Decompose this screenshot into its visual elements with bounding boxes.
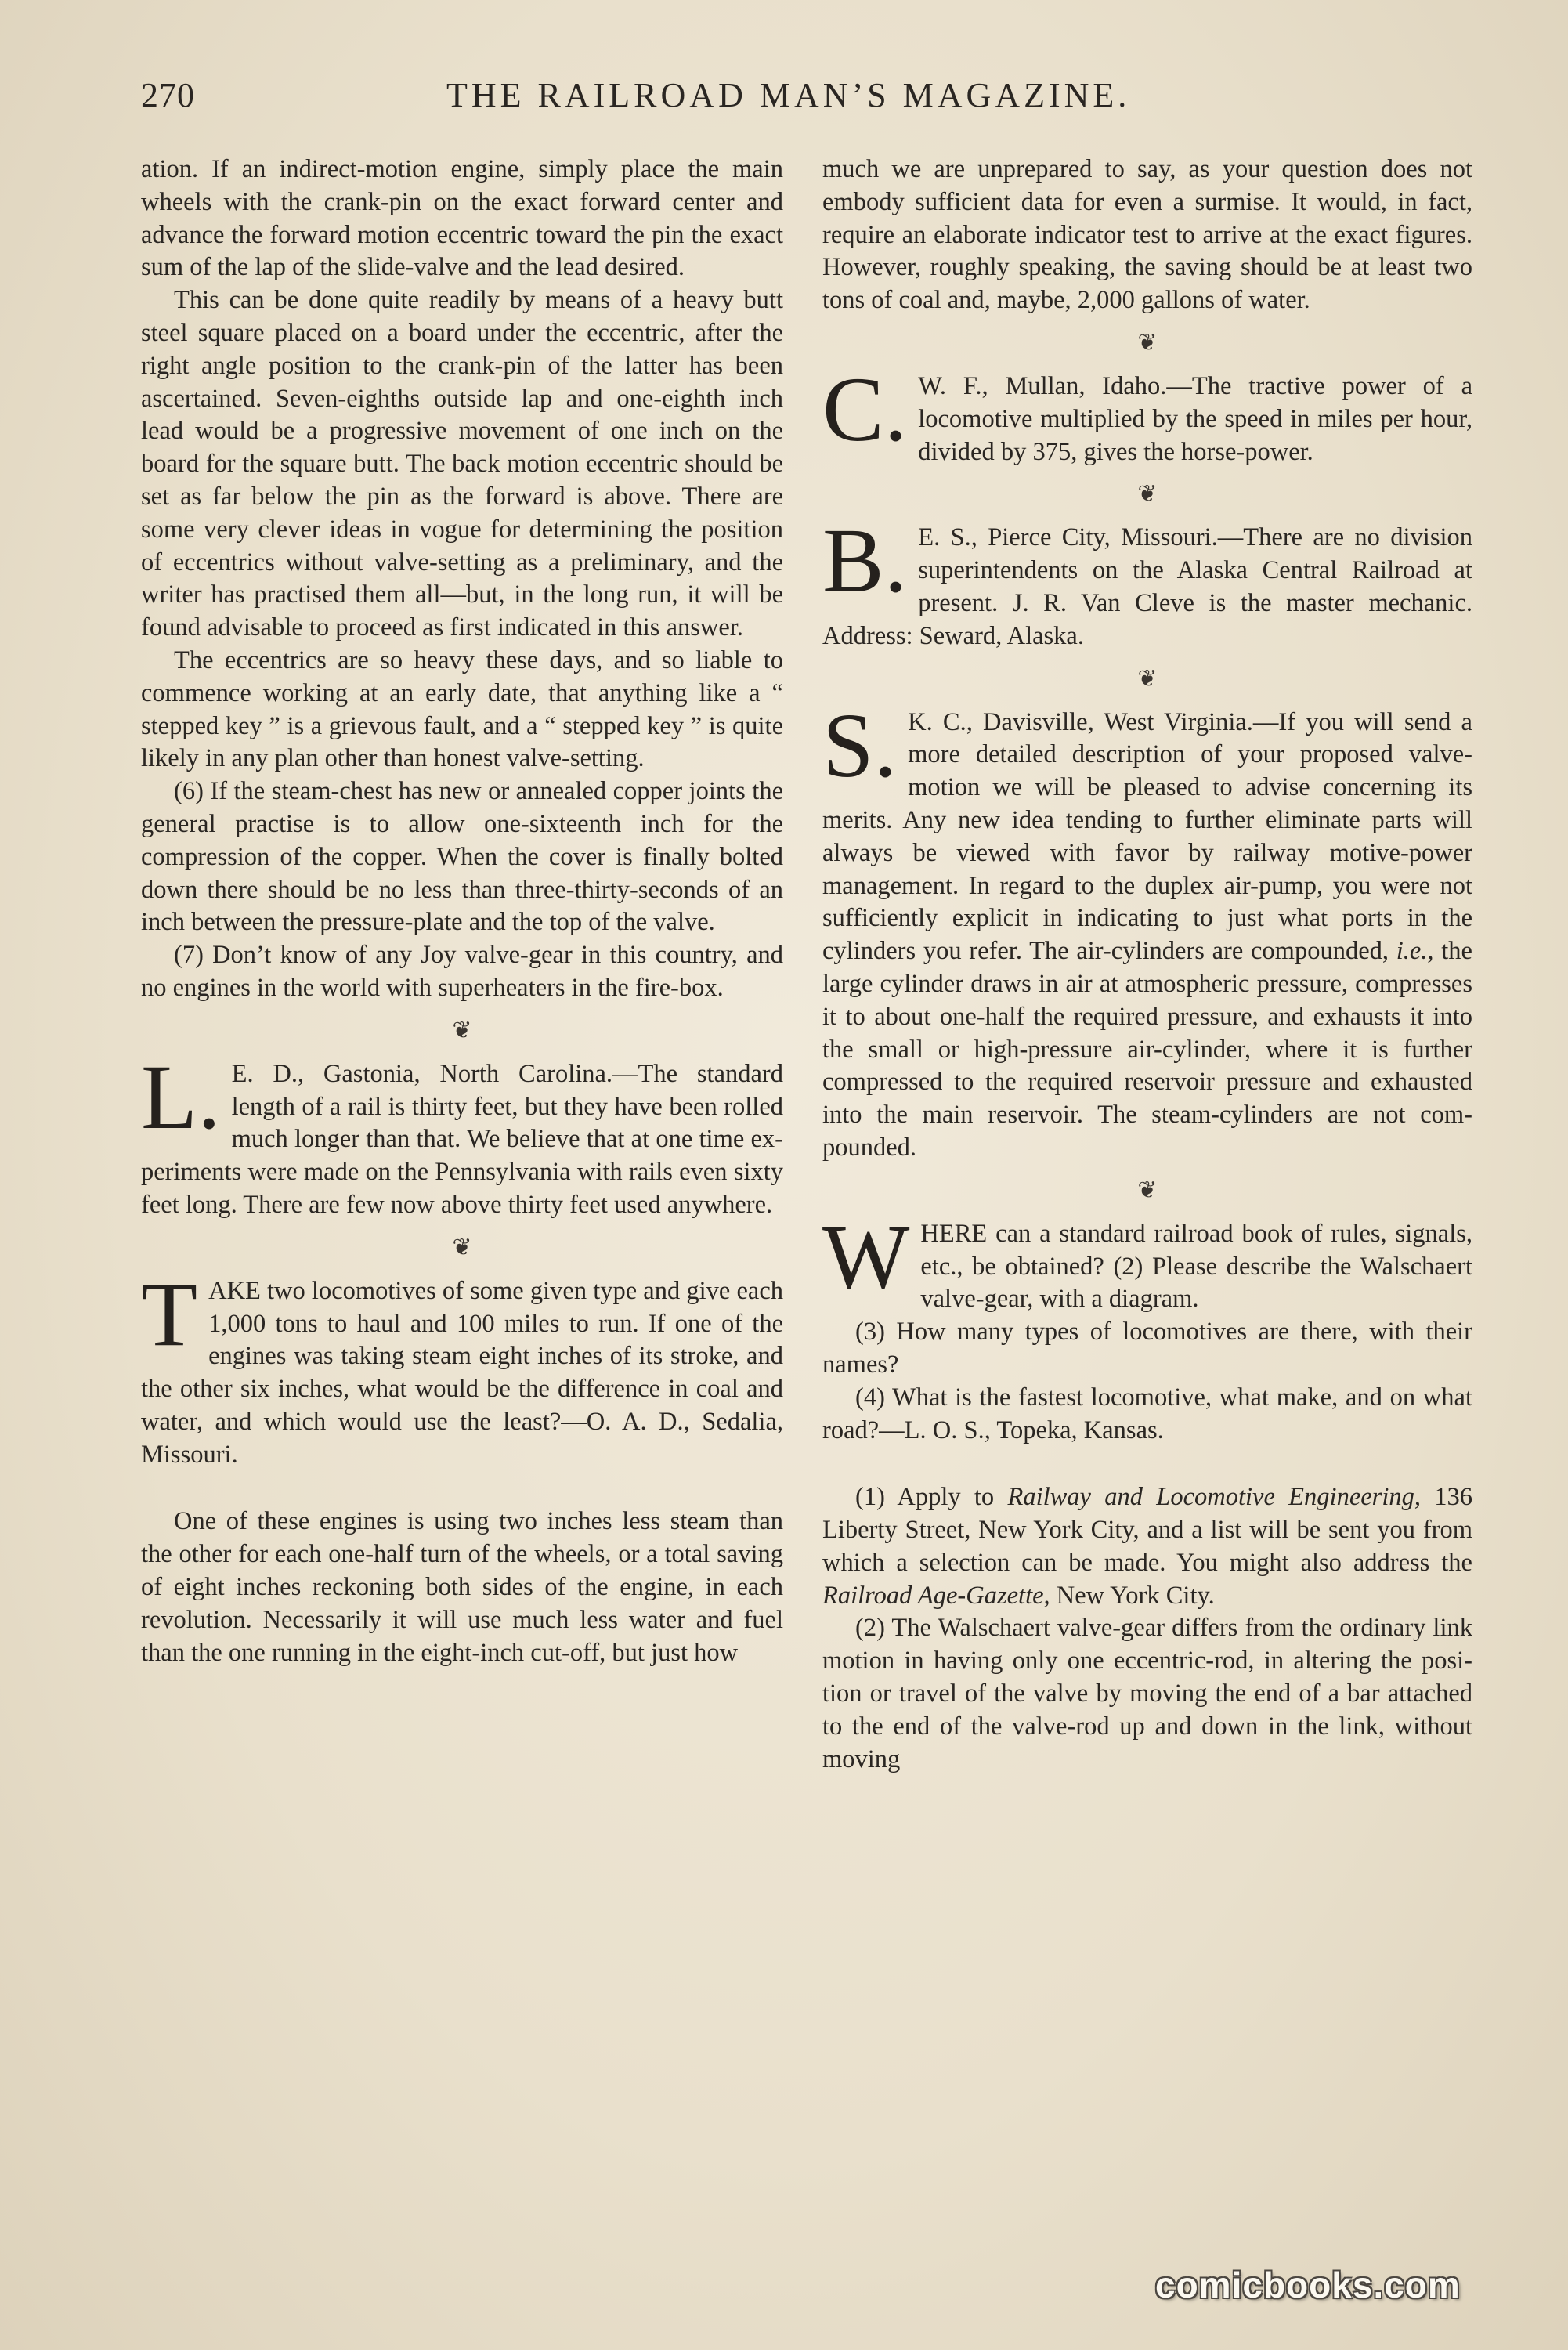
query-cwf-mullan <box>822 357 1472 468</box>
answer-1-text-b: 136 Liberty Street, New York City, and a list will be sent you from which a selection can be made. You might also address the <box>822 1483 1473 1577</box>
answer-1-title-1: Railway and Locomotive Engineering, <box>1007 1483 1421 1512</box>
answer-1-text-a: (1) Apply to <box>855 1483 1008 1512</box>
left-paragraph-4: (6) If the steam-chest has new or annealed copper joints the general practise is to allow one-sixteenth inch for the compression of the copper. When the cover is finally bolted down there should be no less than three-thirty-seconds of an inch between the pressure-plate and the top of the valve. <box>141 777 783 937</box>
drop-cap-w: W <box>822 1205 910 1308</box>
query-where-text: HERE can a standard railroad book of rules, signals, etc., be obtained? (2) Please describe the Walschaert valve-gear, with a diagram. <box>920 1219 1472 1314</box>
drop-cap-b: B. <box>822 509 908 613</box>
answer-1-text-c: New York City. <box>1050 1581 1215 1610</box>
query-take-text: AKE two locomotives of some given type and give each 1,000 tons to haul and 100 miles to run. If one of the engines was taking steam eight inches of its stroke, and the other six inches, what would be the difference in coal and water, and which would use the least?—O. A. D., Sedalia, Missouri. <box>141 1276 783 1469</box>
right-paragraph-1: much we are unprepared to say, as your question does not embody sufficient data for even a surmise. It would, in fact, require an elaborate indicator test to arrive at the exact figures. However, roughly speaking, the saving should be at least two tons of coal and, maybe, 2,000 gallons of water. <box>822 155 1472 315</box>
query-cwf-text: W. F., Mullan, Idaho.—The tractive power of a locomotive multiplied by the speed in miles per hour, divided by 375, gives the horse-power. <box>918 371 1472 466</box>
query-question-4: (4) What is the fastest locomotive, what make, and on what road?—L. O. S., Topeka, Kansas. <box>822 1383 1472 1444</box>
left-column <box>141 154 783 1669</box>
drop-cap-c: C. <box>822 357 908 461</box>
left-paragraph-2: This can be done quite readily by means of a heavy butt steel square placed on a board under the eccentric, after the right angle position to the crank-pin of the latter has been ascertained. Seven-eighths outside lap and one-eighth inch lead would be a progressive movement of one inch on the board for the square butt. The back motion eccentric should be set as far below the pin as the forward is above. There are some very clever ideas in vogue for determining the position of eccentrics without valve-setting as a preliminary, and the writer has practised them all—but, in the long run, it will be found advisable to proceed as first indicated in this answer. <box>141 286 783 642</box>
answer-take-two-locomotives: One of these engines is using two inches less steam than the other for each one-half turn of the wheels, or a total saving of eight inches reckoning both sides of the engine, in each revolution. Necessarily it will use much less water and fuel than the one running in the eight-inch cut-off, but just how <box>141 1507 783 1667</box>
watermark-logo: comicbooks.com <box>1155 2265 1461 2305</box>
section-ornament-icon: ❦ <box>1137 329 1158 356</box>
query-take-two-locomotives <box>141 1262 783 1472</box>
query-question-3: (3) How many types of locomotives are there, with their names? <box>822 1318 1472 1379</box>
query-led-text: E. D., Gastonia, North Carolina.—The standard length of a rail is thirty feet, but they have been rolled much longer than that. We believe that at one time experiments were made on the Pennsylvania with rails even sixty feet long. There are few now above thirty feet used anywhere. <box>141 1059 783 1219</box>
section-ornament-icon: ❦ <box>1137 481 1158 508</box>
section-ornament-icon: ❦ <box>452 1017 472 1043</box>
right-column <box>822 154 1472 1776</box>
query-where-rule-book <box>822 1205 1472 1316</box>
answer-1-title-2: Railroad Age-Gazette, <box>822 1581 1050 1610</box>
left-paragraph-1: ation. If an indirect-motion engine, simply place the main wheels with the crank-pin on the exact forward center and advance the forward motion eccentric toward the pin the exact sum of the lap of the slide-valve and the lead desired. <box>141 155 783 282</box>
section-ornament-icon: ❦ <box>1137 665 1158 692</box>
query-skc-text-a: K. C., Davisville, West Virginia.—If you will send a more detailed description of your proposed valve-motion we will be pleased to advise concerning its merits. Any new idea tending to further eliminate parts will always be viewed with favor by railway motive-power management. In regard to the duplex air-pump, you were not sufficiently explicit in indicating to just what ports in the cylinders you refer. The air-cylinders are compounded, <box>822 707 1472 966</box>
drop-cap-s: S. <box>822 693 898 797</box>
query-led-gastonia <box>141 1045 783 1222</box>
query-bes-text: E. S., Pierce City, Missouri.—There are no division superintendents on the Alaska Central Railroad at present. J. R. Van Cleve is the master mechanic. Address: Seward, Alaska. <box>822 523 1472 650</box>
drop-cap-t: T <box>141 1262 198 1365</box>
drop-cap-l: L. <box>141 1045 221 1148</box>
answer-1 <box>822 1481 1472 1612</box>
page-number: 270 <box>141 76 195 114</box>
page-header <box>141 75 1472 130</box>
running-title: THE RAILROAD MAN’S MAGAZINE. <box>446 76 1131 114</box>
left-paragraph-3: The eccentrics are so heavy these days, and so liable to commence working at an early date, that anything like a “ stepped key ” is a grievous fault, and a “ stepped key ” is quite likely in any plan other than honest valve-setting. <box>141 645 783 773</box>
query-bes-pierce-city <box>822 509 1472 653</box>
query-skc-text-b: the large cylinder draws in air at atmospheric pressure, compresses it to about one-half the required pressure, and exhausts it into the small or high-pressure air-cylinder, where it is further compressed to the required reservoir pressure and exhausted into the main reservoir. The steam-cylinders are not compounded. <box>822 937 1472 1162</box>
query-skc-ie: i.e., <box>1396 937 1434 966</box>
answer-2: (2) The Walschaert valve-gear differs from the ordinary link motion in having only one eccentric-rod, in altering the position or travel of the valve by moving the end of a bar attached to the end of the valve-rod up and down in the link, without moving <box>822 1614 1472 1773</box>
query-skc-davisville <box>822 693 1472 1165</box>
section-ornament-icon: ❦ <box>452 1234 472 1260</box>
section-ornament-icon: ❦ <box>1137 1177 1158 1203</box>
left-paragraph-5: (7) Don’t know of any Joy valve-gear in this country, and no engines in the world with superheaters in the fire-box. <box>141 941 783 1002</box>
